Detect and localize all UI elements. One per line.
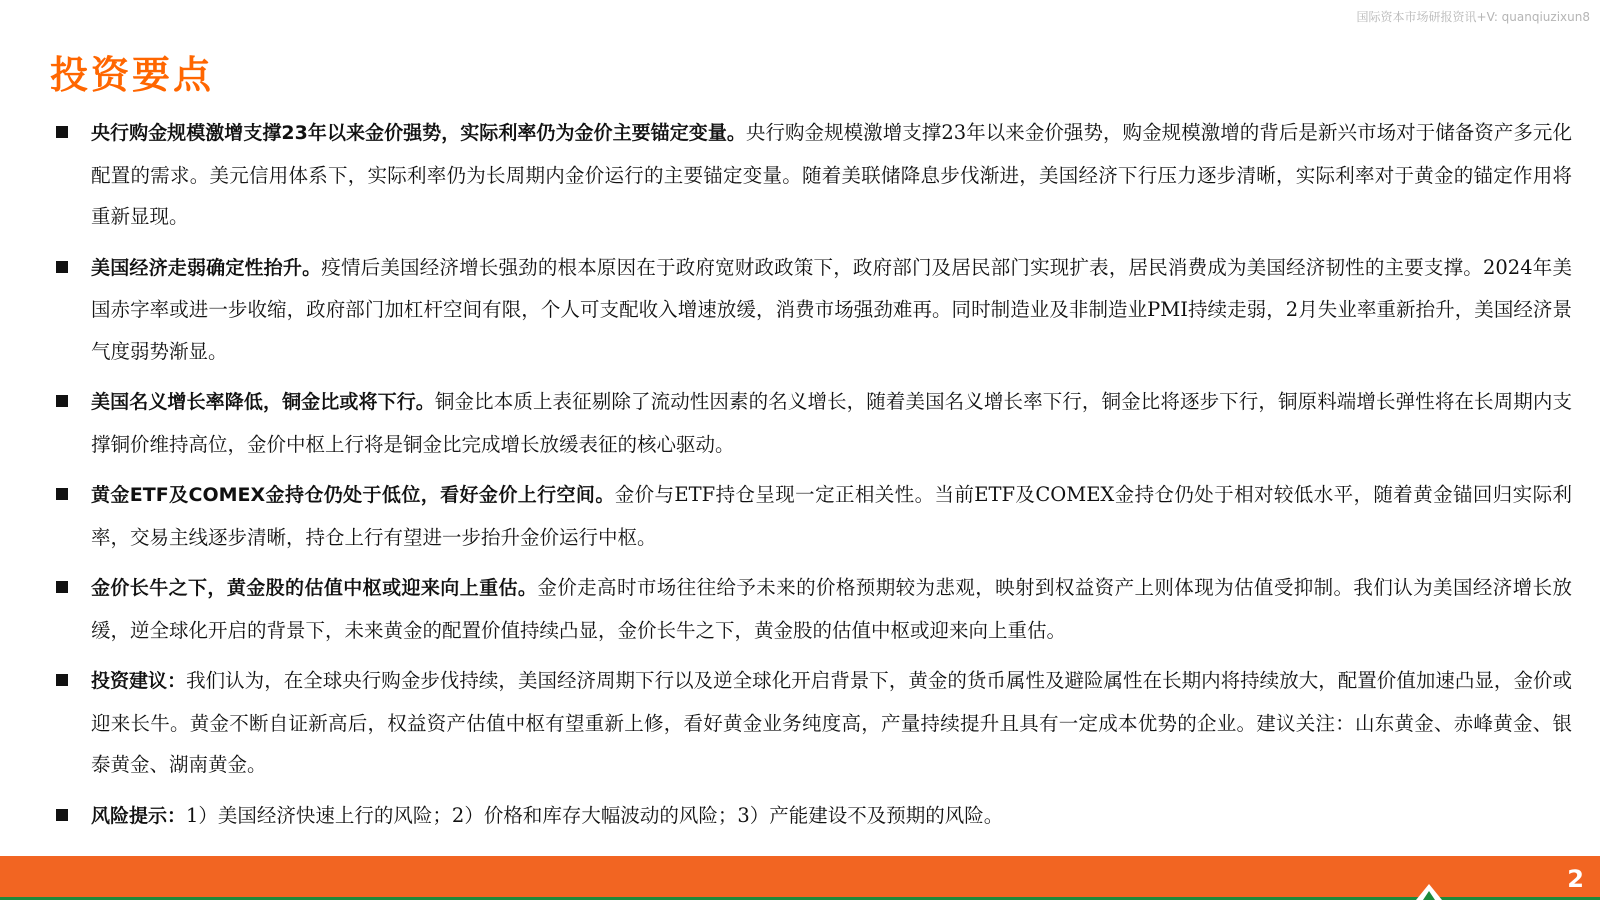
- key-point-2: [52, 247, 1572, 373]
- page-number: 2: [1567, 865, 1584, 893]
- square-bullet-icon: [56, 488, 68, 500]
- key-point-heading: 美国经济走弱确定性抬升。: [91, 256, 322, 279]
- page-title: 投资要点: [50, 53, 215, 97]
- key-point-text: 铜金比本质上表征剔除了流动性因素的名义增长，随着美国名义增长率下行，铜金比将逐步下行，铜原料端增长弹性将在长周期内支撑铜价维持高位，金价中枢上行将是铜金比完成增长放缓表征的核心驱动。: [91, 390, 1572, 456]
- key-point-5: [52, 567, 1572, 651]
- key-point-text: 金价走高时市场往往给予未来的价格预期较为悲观，映射到权益资产上则体现为估值受抑制。我们认为美国经济增长放缓，逆全球化开启的背景下，未来黄金的配置价值持续凸显，金价长牛之下，黄金股的估值中枢或迎来向上重估。: [91, 576, 1572, 642]
- risk-warning: [52, 795, 1572, 838]
- key-point-heading: 美国名义增长率降低，铜金比或将下行。: [91, 391, 435, 413]
- key-point-text: 疫情后美国经济增长强劲的根本原因在于政府宽财政政策下，政府部门及居民部门实现扩表，居民消费成为美国经济韧性的主要支撑。2024年美国赤字率或进一步收缩，政府部门加杠杆空间有限，个人可支配收入增速放缓，消费市场强劲难再。同时制造业及非制造业PMI持续走弱，2月失业率重新抬升，美国经济景气度弱势渐显。: [91, 255, 1572, 363]
- key-point-text: 1）美国经济快速上行的风险；2）价格和库存大幅波动的风险；3）产能建设不及预期的风险。: [186, 803, 1004, 827]
- footer-bar: [0, 856, 1600, 900]
- square-bullet-icon: [56, 126, 68, 138]
- key-point-text: 央行购金规模激增支撑23年以来金价强势，购金规模激增的背后是新兴市场对于储备资产多元化配置的需求。美元信用体系下，实际利率仍为长周期内金价运行的主要锚定变量。随着美联储降息步伐渐进，美国经济下行压力逐步清晰，实际利率对于黄金的锚定作用将重新显现。: [91, 121, 1572, 228]
- square-bullet-icon: [56, 809, 68, 821]
- square-bullet-icon: [56, 261, 68, 273]
- logo-inner-icon: [1423, 891, 1435, 900]
- key-point-4: [52, 474, 1572, 558]
- key-point-heading: 黄金ETF及COMEX金持仓仍处于低位，看好金价上行空间。: [91, 484, 615, 506]
- key-point-text: 我们认为，在全球央行购金步伐持续，美国经济周期下行以及逆全球化开启背景下，黄金的货币属性及避险属性在长期内将持续放大，配置价值加速凸显，金价或迎来长牛。黄金不断自证新高后，权益资产估值中枢有望重新上修，看好黄金业务纯度高，产量持续提升且具有一定成本优势的企业。建议关注：山东黄金、赤峰黄金、银泰黄金、湖南黄金。: [91, 669, 1572, 776]
- key-point-heading: 金价长牛之下，黄金股的估值中枢或迎来向上重估。: [91, 577, 538, 599]
- key-point-3: [52, 381, 1572, 465]
- watermark-text: 国际资本市场研报资讯+V: quanqiuzixun8: [1356, 10, 1590, 24]
- key-points-list: [52, 112, 1572, 837]
- key-point-heading: 风险提示：: [91, 804, 187, 827]
- key-point-text: 金价与ETF持仓呈现一定正相关性。当前ETF及COMEX金持仓仍处于相对较低水平，随着黄金锚回归实际利率，交易主线逐步清晰，持仓上行有望进一步抬升金价运行中枢。: [91, 483, 1572, 549]
- square-bullet-icon: [56, 395, 68, 407]
- investment-advice: [52, 660, 1572, 786]
- square-bullet-icon: [56, 674, 68, 686]
- square-bullet-icon: [56, 581, 68, 593]
- key-point-1: [52, 112, 1572, 238]
- key-point-heading: 投资建议：: [91, 670, 187, 692]
- key-point-heading: 央行购金规模激增支撑23年以来金价强势，实际利率仍为金价主要锚定变量。: [91, 122, 746, 144]
